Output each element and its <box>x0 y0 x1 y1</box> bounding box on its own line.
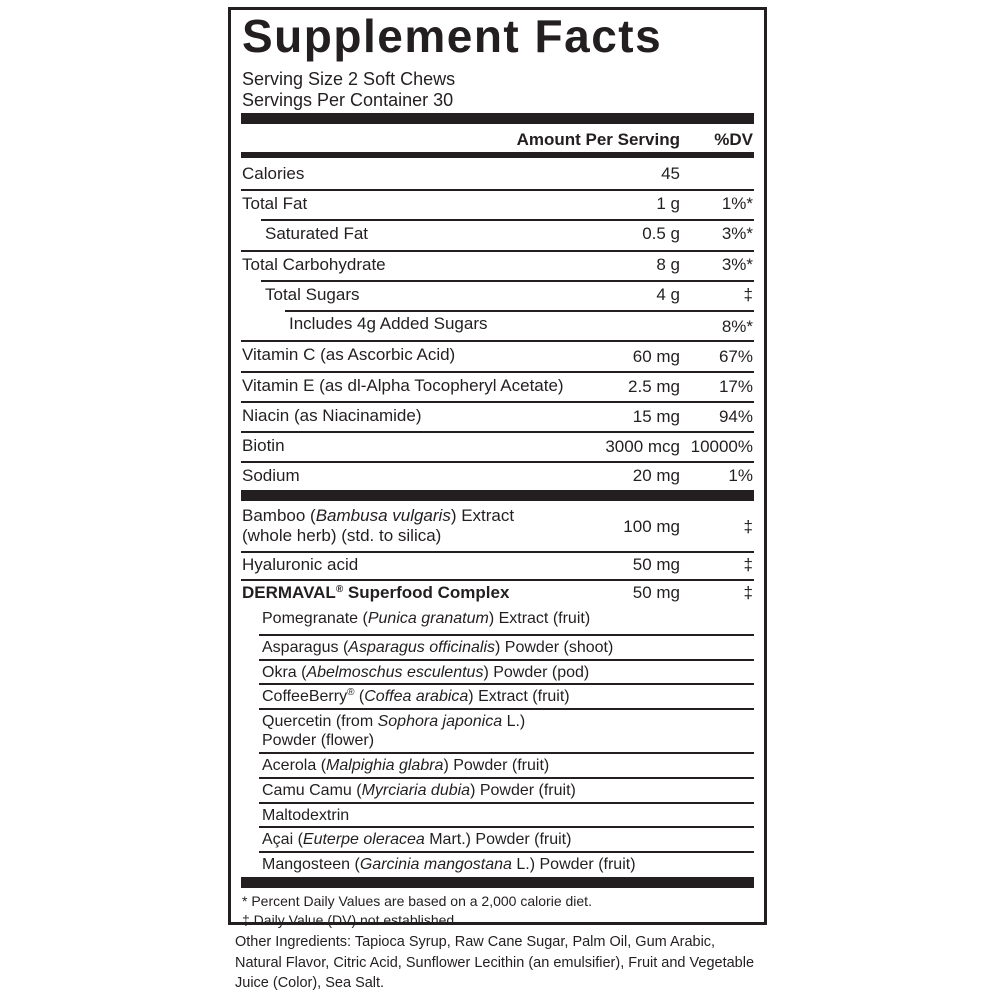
panel-title: Supplement Facts <box>242 10 663 62</box>
complex-item-quercetin: Quercetin (from Sophora japonica L.) <box>262 713 526 730</box>
row-divider <box>241 579 754 581</box>
nutrient-amount: 45 <box>661 164 680 183</box>
row-divider <box>259 659 754 661</box>
nutrient-amount: 60 mg <box>632 347 680 366</box>
nutrient-dv: 94% <box>718 407 753 426</box>
row-divider <box>259 752 754 754</box>
header-divider <box>241 152 754 158</box>
row-divider <box>259 777 754 779</box>
row-divider <box>241 461 754 463</box>
nutrient-dv: 17% <box>718 377 753 396</box>
nutrient-amount: 2.5 mg <box>628 377 680 396</box>
thick-divider-middle <box>241 490 754 501</box>
nutrient-name: Niacin (as Niacinamide) <box>242 406 422 425</box>
nutrient-name: Biotin <box>242 436 285 455</box>
serving-size: Serving Size 2 Soft Chews <box>242 69 456 89</box>
row-divider <box>241 371 754 373</box>
nutrient-amount: 8 g <box>656 255 680 274</box>
complex-item-camu-camu: Camu Camu (Myrciaria dubia) Powder (fruit) <box>262 782 576 799</box>
row-divider <box>241 340 754 342</box>
nutrient-name: Saturated Fat <box>265 224 369 243</box>
complex-item-acai: Açai (Euterpe oleracea Mart.) Powder (fruit) <box>262 831 572 848</box>
nutrient-name: Total Carbohydrate <box>242 255 386 274</box>
nutrient-dv: 8%* <box>721 317 753 336</box>
nutrient-dv: ‡ <box>743 285 753 304</box>
row-divider <box>241 551 754 553</box>
supplement-facts-panel <box>228 7 767 928</box>
row-divider <box>241 250 754 252</box>
row-divider <box>285 310 754 312</box>
ingredient-bamboo-dv: ‡ <box>743 517 753 536</box>
row-divider <box>259 802 754 804</box>
nutrient-name: Sodium <box>242 466 300 485</box>
complex-item-pomegranate: Pomegranate (Punica granatum) Extract (fruit) <box>262 610 591 627</box>
servings-per-container: Servings Per Container 30 <box>242 90 454 110</box>
row-divider <box>261 280 754 282</box>
panel-content <box>241 10 754 928</box>
nutrient-amount: 20 mg <box>632 466 680 485</box>
nutrient-amount: 4 g <box>656 285 680 304</box>
complex-dv: ‡ <box>743 583 753 602</box>
thick-divider-top <box>241 113 754 124</box>
ingredient-hyaluronic-amount: 50 mg <box>632 555 680 574</box>
row-divider <box>259 708 754 710</box>
other-ingredients: Other Ingredients: Tapioca Syrup, Raw Cane Sugar, Palm Oil, Gum Arabic, Natural Flavor, Citric Acid, Sunflower Lecithin (an emulsifier), Fruit and Vegetable Juice (Color), Sea Salt. <box>235 934 755 991</box>
complex-name: DERMAVAL® Superfood Complex <box>242 583 510 602</box>
row-divider <box>241 189 754 191</box>
complex-item-acerola: Acerola (Malpighia glabra) Powder (fruit) <box>262 757 550 774</box>
complex-amount: 50 mg <box>632 583 680 602</box>
nutrient-dv: 1% <box>728 466 753 485</box>
nutrient-amount: 15 mg <box>632 407 680 426</box>
ingredient-bamboo-detail: (whole herb) (std. to silica) <box>242 526 442 545</box>
nutrient-name: Vitamin C (as Ascorbic Acid) <box>242 345 456 364</box>
row-divider <box>241 431 754 433</box>
row-divider <box>259 851 754 853</box>
nutrient-dv: 10000% <box>690 437 753 456</box>
nutrient-amount: 0.5 g <box>642 224 680 243</box>
row-divider <box>259 683 754 685</box>
ingredient-hyaluronic-name: Hyaluronic acid <box>242 555 359 574</box>
nutrient-amount: 1 g <box>656 194 680 213</box>
complex-item-asparagus: Asparagus (Asparagus officinalis) Powder (shoot) <box>262 639 614 656</box>
header-amount-per-serving: Amount Per Serving <box>516 130 680 149</box>
nutrient-name: Calories <box>242 164 305 183</box>
header-dv: %DV <box>714 130 753 149</box>
footnote-dv-not-established: ‡ Daily Value (DV) not established. <box>242 912 459 928</box>
nutrient-dv: 3%* <box>721 224 753 243</box>
row-divider <box>259 634 754 636</box>
row-divider <box>259 826 754 828</box>
nutrient-name: Total Fat <box>242 194 308 213</box>
complex-item-coffeeberry: CoffeeBerry® (Coffea arabica) Extract (fruit) <box>262 687 570 705</box>
footnote-percent-dv: * Percent Daily Values are based on a 2,000 calorie diet. <box>242 893 592 909</box>
nutrient-dv: 67% <box>718 347 753 366</box>
thick-divider-bottom <box>241 877 754 888</box>
ingredient-bamboo-amount: 100 mg <box>623 517 680 536</box>
complex-item-quercetin-detail: Powder (flower) <box>262 732 375 749</box>
complex-item-maltodextrin: Maltodextrin <box>262 807 350 824</box>
row-divider <box>241 401 754 403</box>
nutrient-name: Includes 4g Added Sugars <box>289 314 488 333</box>
row-divider <box>261 219 754 221</box>
nutrient-dv: 3%* <box>721 255 753 274</box>
complex-item-okra: Okra (Abelmoschus esculentus) Powder (pod) <box>262 664 590 681</box>
ingredient-bamboo-name: Bamboo (Bambusa vulgaris) Extract <box>242 506 515 525</box>
nutrient-amount: 3000 mcg <box>605 437 680 456</box>
complex-item-mangosteen: Mangosteen (Garcinia mangostana L.) Powder (fruit) <box>262 856 636 873</box>
nutrient-dv: 1%* <box>721 194 753 213</box>
nutrient-name: Vitamin E (as dl-Alpha Tocopheryl Acetate) <box>242 376 564 395</box>
nutrient-name: Total Sugars <box>265 285 360 304</box>
ingredient-hyaluronic-dv: ‡ <box>743 555 753 574</box>
